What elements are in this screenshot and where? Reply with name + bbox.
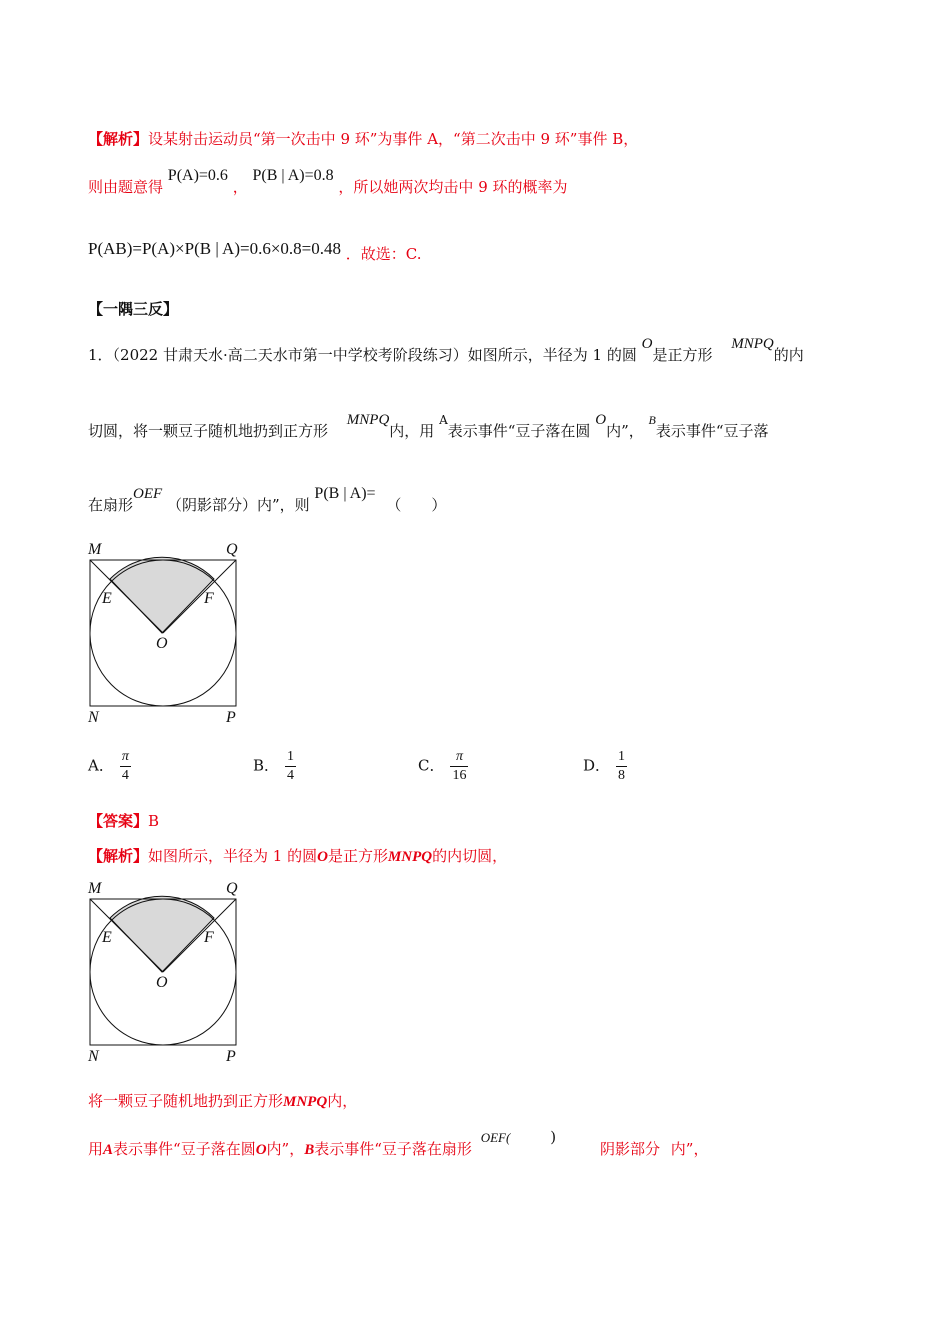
option-b-num: 1 [285,748,296,767]
answer-tag: 【答案】 [88,812,149,830]
analysis1-sep: ， [232,178,248,196]
symbol-mnpq-2: MNPQ [346,412,390,428]
question-l2-e: 表示事件“豆子落 [655,422,769,440]
analysis2-l2-a: 将一颗豆子随机地扔到正方形 [88,1092,284,1110]
label-m: M [88,541,102,558]
option-b-letter: B． [253,756,280,775]
analysis2-l3-b: 表示事件“豆子落在圆 [113,1140,256,1158]
label-o-2: O [156,974,168,991]
label-n-2: N [88,1048,99,1065]
label-p-2: P [226,1048,236,1065]
question-l3-a: 在扇形 [88,496,134,514]
analysis2-l1-m: MNPQ [387,849,433,865]
analysis2-l3-o-sym: O [255,1142,267,1158]
question-blank: （ ） [386,496,447,514]
option-d-fraction [616,748,627,785]
question-l2-c: 表示事件“豆子落在圆 [447,422,591,440]
symbol-oef: OEF [133,486,163,502]
option-a-letter: A． [88,756,114,775]
symbol-o: O [641,336,653,352]
symbol-o-2: O [595,412,607,428]
option-c-letter: C． [418,756,445,775]
label-f: F [204,590,214,607]
option-d[interactable] [583,748,627,785]
label-q-2: Q [226,880,238,897]
question-line3 [88,485,447,515]
analysis1-line2-pre: 则由题意得 [88,178,164,196]
analysis2-l1-o: O [317,849,328,865]
option-d-num: 1 [616,748,627,767]
option-d-den: 8 [618,768,626,783]
analysis2-line3 [88,1128,557,1159]
symbol-mnpq: MNPQ [731,336,774,352]
analysis1-line1 [88,128,638,149]
question-l2-a: 切圆，将一颗豆子随机地扔到正方形 [88,422,329,440]
question-l1-mid: 是正方形 [652,346,713,364]
analysis2-l1-c: 的内切圆， [432,847,508,865]
label-n: N [88,709,99,726]
option-a-num: π [120,748,131,767]
question-l1-end: 的内 [773,346,804,364]
option-b-fraction [285,748,296,785]
analysis1-line2-post: ，所以她两次均击中 9 环的概率为 [338,178,568,196]
formula-pa: P(A)=0.6 [167,167,228,184]
question-l1-text: （2022 甘肃天水·高二天水市第一中学校考阶段练习）如图所示，半径为 1 的圆 [112,346,637,364]
label-f-2: F [204,929,214,946]
question-l3-b: （阴影部分）内”，则 [166,496,310,514]
option-d-letter: D． [583,756,611,775]
question-l2-b: 内，用 [389,422,435,440]
option-c-fraction [450,748,468,785]
question-l2-d: 内”， [606,422,644,440]
analysis2-l3-a-sym: A [103,1142,114,1158]
question-number: 1． [88,346,113,364]
label-q: Q [226,541,238,558]
geometry-figure-1 [84,536,254,726]
analysis2-line2 [88,1090,357,1111]
analysis1-text1: 设某射击运动员“第一次击中 9 环”为事件 A，“第二次击中 9 环”事件 B， [148,130,639,148]
geometry-figure-2 [84,875,254,1065]
analysis2-l3-c: 内”， [266,1140,305,1158]
label-m-2: M [88,880,102,897]
option-c[interactable] [418,748,468,785]
section-title: 【一隅三反】 [88,300,179,318]
analysis2-l3-f: 内”， [670,1140,709,1158]
answer-line [88,810,159,831]
analysis2-line3-tail [600,1138,708,1159]
option-c-num: π [450,748,468,767]
label-e: E [102,590,112,607]
question-line1 [88,336,863,365]
label-o: O [156,635,168,652]
analysis1-line3-post: ．故选：C. [345,245,422,263]
option-c-den: 16 [452,768,467,783]
analysis1-line3 [88,238,422,263]
analysis2-l3-a: 用 [88,1140,104,1158]
analysis2-line1 [88,845,507,866]
label-p: P [226,709,236,726]
analysis2-l3-b-sym: B [304,1142,315,1158]
label-e-2: E [102,929,112,946]
formula-pab: P(AB)=P(A)×P(B | A)=0.6×0.8=0.48 [88,239,341,258]
question-formula: P(B | A)= [314,485,376,502]
analysis2-tag: 【解析】 [88,847,149,865]
question-line2 [88,412,863,441]
analysis2-l3-oef: OEF( [480,1130,511,1145]
option-b[interactable] [253,748,296,785]
option-b-den: 4 [287,768,295,783]
symbol-a: A [439,413,448,427]
analysis2-l3-d: 表示事件“豆子落在扇形 [314,1140,472,1158]
analysis2-l3-paren: ) [550,1128,557,1146]
analysis2-l1-b: 是正方形 [327,847,388,865]
analysis2-l1-a: 如图所示，半径为 1 的圆 [148,847,318,865]
option-a-fraction [120,748,131,785]
symbol-b: B [648,413,656,427]
formula-pba: P(B | A)=0.8 [252,167,334,184]
analysis1-line2 [88,167,568,197]
analysis2-l2-m: MNPQ [283,1094,328,1110]
option-a[interactable] [88,748,131,785]
analysis1-tag: 【解析】 [88,130,149,148]
analysis2-l3-e: 阴影部分 [600,1140,661,1158]
answer-value: B [148,812,160,830]
option-a-den: 4 [121,768,129,783]
analysis2-l2-b: 内， [327,1092,358,1110]
